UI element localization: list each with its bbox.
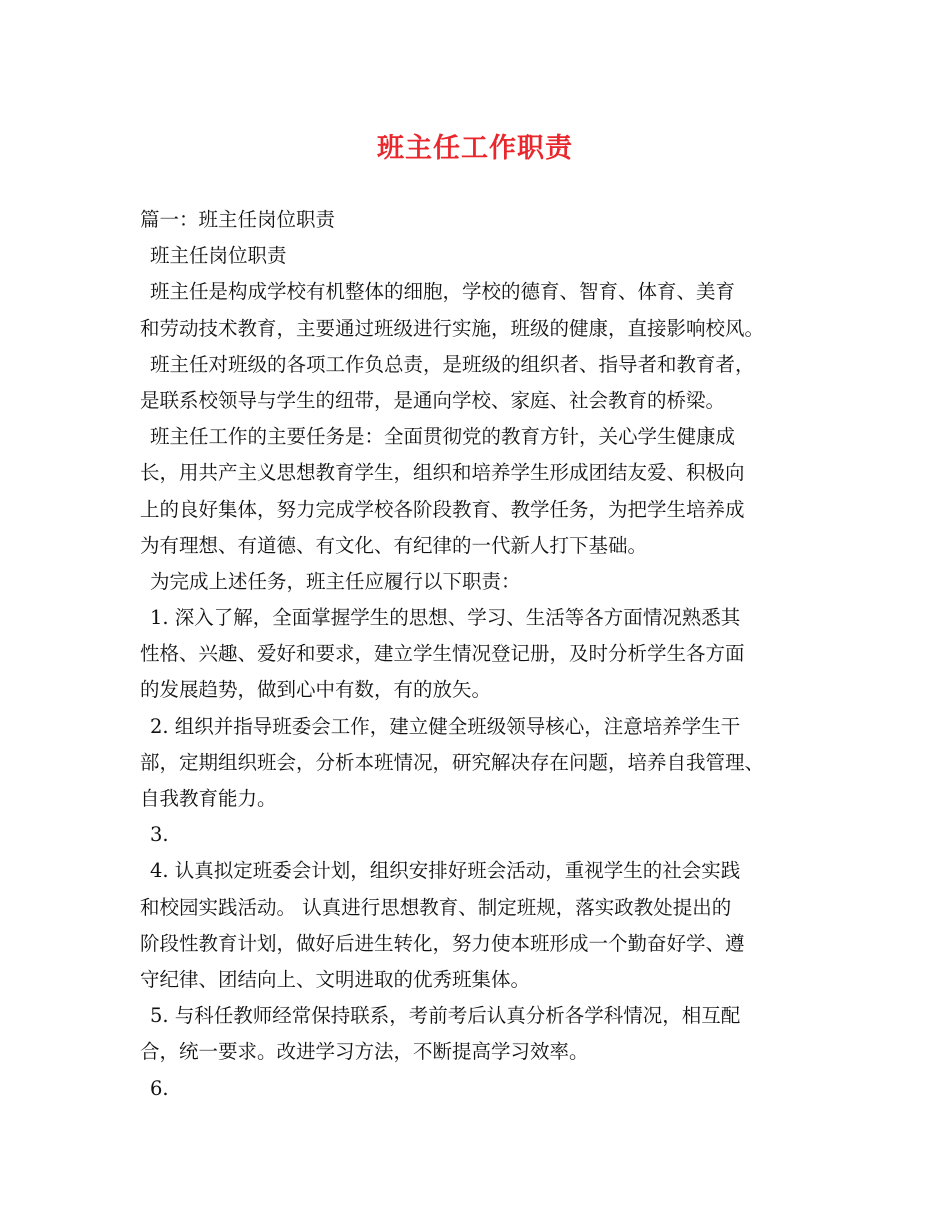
text-line: 4. 认真拟定班委会计划，组织安排好班会活动，重视学生的社会实践 <box>150 859 741 883</box>
text-line: 为有理想、有道德、有文化、有纪律的一代新人打下基础。 <box>140 533 648 557</box>
text-line: 1. 深入了解，全面掌握学生的思想、学习、生活等各方面情况熟悉其 <box>150 606 741 630</box>
text-line: 守纪律、团结向上、文明进取的优秀班集体。 <box>140 967 531 991</box>
text-line: 和校园实践活动。 认真进行思想教育、制定班规，落实政教处提出的 <box>140 895 732 919</box>
text-line: 性格、兴趣、爱好和要求，建立学生情况登记册，及时分析学生各方面 <box>140 642 745 666</box>
text-line: 合，统一要求。改进学习方法，不断提高学习效率。 <box>140 1040 589 1064</box>
text-line: 班主任是构成学校有机整体的细胞，学校的德育、智育、体育、美育 <box>150 280 736 304</box>
text-line: 篇一：班主任岗位职责 <box>140 208 336 231</box>
text-line: 长，用共产主义思想教育学生，组织和培养学生形成团结友爱、积极向 <box>140 461 745 485</box>
text-line: 部，定期组织班会，分析本班情况，研究解决存在问题，培养自我管理、 <box>140 750 765 774</box>
text-line: 5. 与科任教师经常保持联系，考前考后认真分析各学科情况，相互配 <box>150 1004 741 1028</box>
text-line: 阶段性教育计划，做好后进生转化，努力使本班形成一个勤奋好学、遵 <box>140 931 745 955</box>
text-line: 自我教育能力。 <box>140 787 277 810</box>
text-line: 3. <box>150 823 169 847</box>
text-line: 6. <box>150 1076 169 1100</box>
text-line: 是联系校领导与学生的纽带，是通向学校、家庭、社会教育的桥梁。 <box>140 388 726 412</box>
text-line: 班主任对班级的各项工作负总责，是班级的组织者、指导者和教育者， <box>150 352 755 376</box>
text-line: 的发展趋势，做到心中有数，有的放矢。 <box>140 678 492 702</box>
text-line: 上的良好集体，努力完成学校各阶段教育、教学任务，为把学生培养成 <box>140 497 745 521</box>
text-line: 班主任工作的主要任务是：全面贯彻党的教育方针，关心学生健康成 <box>150 425 736 449</box>
text-line: 班主任岗位职责 <box>150 244 287 268</box>
page-title: 班主任工作职责 <box>377 133 573 164</box>
text-line: 和劳动技术教育，主要通过班级进行实施，班级的健康，直接影响校风。 <box>140 316 765 340</box>
text-line: 为完成上述任务，班主任应履行以下职责： <box>150 569 521 593</box>
document-body <box>140 202 830 1107</box>
text-line: 2. 组织并指导班委会工作，建立健全班级领导核心，注意培养学生干 <box>150 714 741 738</box>
